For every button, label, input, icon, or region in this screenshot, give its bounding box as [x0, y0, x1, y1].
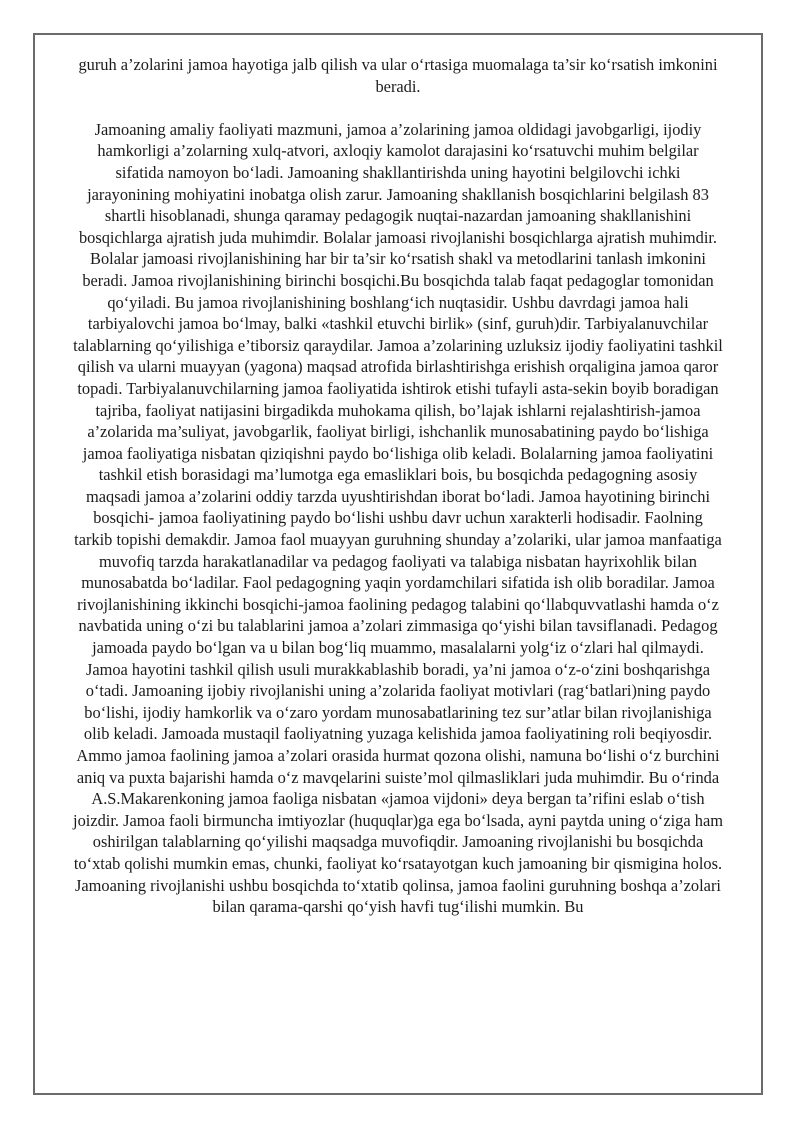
document-body	[73, 54, 723, 918]
page-frame	[33, 33, 763, 1095]
paragraph-main: Jamoaning amaliy faoliyati mazmuni, jamoa a’zolarining jamoa oldidagi javobgarligi, ijodiy hamkorligi a’zolarning xulq-atvori, axloqiy kamolot darajasini ko‘rsatuvchi muhim belgilar sifatida namoyon bo‘ladi. Jamoaning shakllantirishda uning hayotini belgilovchi ichki jarayonining mohiyatini inobatga olish zarur. Jamoaning shakllanish bosqichlarini belgilash 83 shartli hisoblanadi, shunga qaramay pedagogik nuqtai-nazardan jamoaning shakllanishini bosqichlarga ajratish juda muhimdir. Bolalar jamoasi rivojlanishi bosqichlarga ajratish muhimdir. Bolalar jamoasi rivojlanishining har bir ta’sir ko‘rsatish shakl va metodlarini tanlash imkonini beradi. Jamoa rivojlanishining birinchi bosqichi.Bu bosqichda talab faqat pedagoglar tomonidan qo‘yiladi. Bu jamoa rivojlanishining boshlang‘ich nuqtasidir. Ushbu davrdagi jamoa hali tarbiyalovchi jamoa bo‘lmay, balki «tashkil etuvchi birlik» (sinf, guruh)dir. Tarbiyalanuvchilar talablarning qo‘yilishiga e’tiborsiz qaraydilar. Jamoa a’zolarining uzluksiz ijodiy faoliyatini tashkil qilish va ularni muayyan (yagona) maqsad atrofida birlashtirishga erishish orqaligina jamoa qaror topadi. Tarbiyalanuvchilarning jamoa faoliyatida ishtirok etishi tufayli asta-sekin boyib boradigan tajriba, faoliyat natijasini birgadikda muhokama qilish, bo’lajak ishlarni rejalashtirish-jamoa a’zolarida ma’suliyat, javobgarlik, faoliyat birligi, ishchanlik munosabatining paydo bo‘lishiga jamoa faoliyatiga nisbatan qiziqishni paydo bo‘lishiga olib keladi. Bolalarning jamoa faoliyatini tashkil etish borasidagi ma’lumotga ega emasliklari bois, bu bosqichda pedagogning asosiy maqsadi jamoa a’zolarini oddiy tarzda uyushtirishdan iborat bo‘ladi. Jamoa hayotining birinchi bosqichi- jamoa faoliyatining paydo bo‘lishi ushbu davr uchun xarakterli hodisadir. Faolning tarkib topishi demakdir. Jamoa faol muayyan guruhning shunday a’zolariki, ular jamoa manfaatiga muvofiq tarzda harakatlanadilar va pedagog faoliyati va talabiga nisbatan hayrixohlik bilan munosabatda bo‘ladilar. Faol pedagogning yaqin yordamchilari sifatida ish olib boradilar. Jamoa rivojlanishining ikkinchi bosqichi-jamoa faolining pedagog talabini qo‘llabquvvatlashi hamda o‘z navbatida uning o‘zi bu talablarini jamoa a’zolari zimmasiga qo‘yishi bilan tavsiflanadi. Pedagog jamoada paydo bo‘lgan va u bilan bog‘liq muammo, masalalarni yolg‘iz o‘zlari hal qilmaydi. Jamoa hayotini tashkil qilish usuli murakkablashib boradi, ya’ni jamoa o‘z-o‘zini boshqarishga o‘tadi. Jamoaning ijobiy rivojlanishi uning a’zolarida faoliyat motivlari (rag‘batlari)ning paydo bo‘lishi, ijodiy hamkorlik va o‘zaro yordam munosabatlarining tez sur’atlar bilan rivojlanishiga olib keladi. Jamoada mustaqil faoliyatning yuzaga kelishida jamoa faoliyatining roli beqiyosdir. Ammo jamoa faolining jamoa a’zolari orasida hurmat qozona olishi, namuna bo‘lishi o‘z burchini aniq va puxta bajarishi hamda o‘z mavqelarini suiste’mol qilmasliklari juda muhimdir. Bu o‘rinda A.S.Makarenkoning jamoa faoliga nisbatan «jamoa vijdoni» deya bergan ta’rifini eslab o‘tish joizdir. Jamoa faoli birmuncha imtiyozlar (huquqlar)ga ega bo‘lsada, ayni paytda uning o‘ziga ham oshirilgan talablarning qo‘yilishi maqsadga muvofiqdir. Jamoaning rivojlanishi bu bosqichda to‘xtab qolishi mumkin emas, chunki, faoliyat ko‘rsatayotgan kuch jamoaning bir qismigina holos. Jamoaning rivojlanishi ushbu bosqichda to‘xtatib qolinsa, jamoa faolini guruhning boshqa a’zolari bilan qarama-qarshi qo‘yish havfi tug‘ilishi mumkin. Bu	[73, 119, 723, 917]
paragraph-continuation: guruh a’zolarini jamoa hayotiga jalb qilish va ular o‘rtasiga muomalaga ta’sir ko‘rsatish imkonini beradi.	[78, 55, 718, 96]
